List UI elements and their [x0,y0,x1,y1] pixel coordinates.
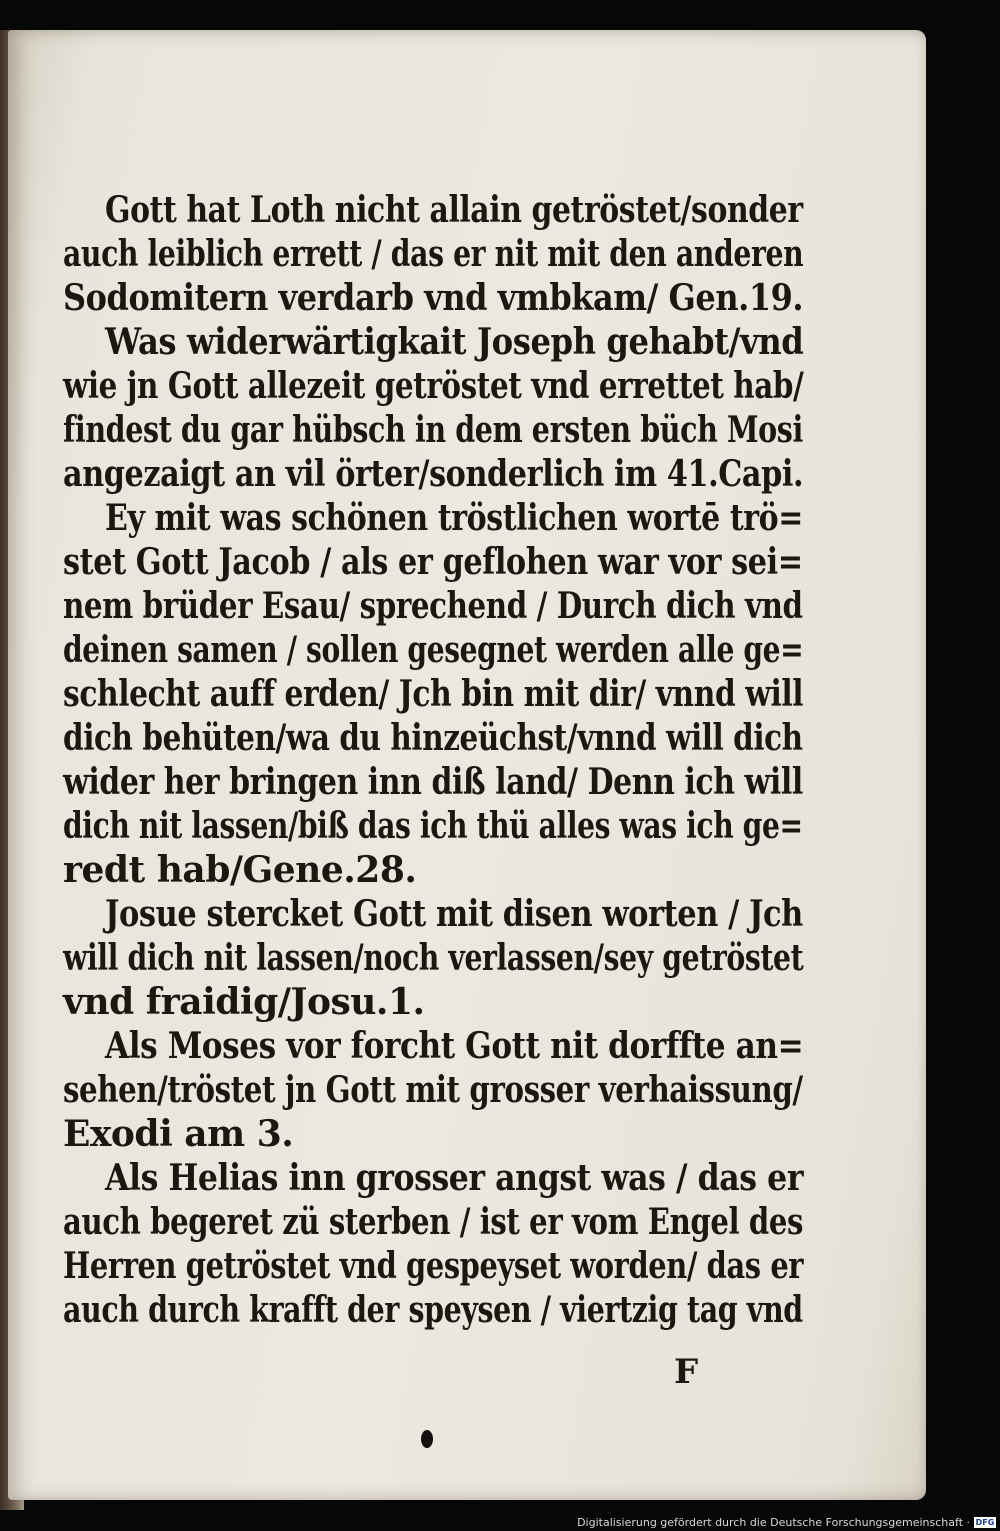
text-line: dich behüten/wa du hinzeüchst/vnnd will dich [63,717,803,759]
text-line: Herren getröstet vnd gespeyset worden/ das er [63,1245,804,1287]
text-line: angezaigt an vil örter/sonderlich im 41.Capi. [63,453,804,495]
ink-dot [421,1430,433,1448]
dfg-logo: DFG [975,1518,995,1527]
text-line: Als Moses vor forcht Gott nit dorffte an= [105,1025,804,1067]
text-line: Als Helias inn grosser angst was / das er [105,1157,804,1199]
signature-mark: F [674,1352,699,1392]
book-page [8,30,926,1500]
text-line: Was widerwärtigkait Joseph gehabt/vnd [105,321,804,363]
text-line: vnd fraidig/Josu.1. [63,981,425,1023]
text-line: Gott hat Loth nicht allain getröstet/sonder [105,189,803,231]
text-line: Ey mit was schönen tröstlichen wortē trö= [105,497,803,539]
text-line: auch durch krafft der speysen / viertzig tag vnd [63,1289,803,1331]
text-line: findest du gar hübsch in dem ersten büch Mosi [63,409,803,451]
text-line: auch leiblich errett / das er nit mit den anderen [63,233,804,275]
text-line: redt hab/Gene.28. [63,849,417,891]
text-line: wie jn Gott allezeit getröstet vnd errettet hab/ [63,365,804,407]
text-line: Sodomitern verdarb vnd vmbkam/ Gen.19. [63,277,804,319]
text-line: stet Gott Jacob / als er geflohen war vor sei= [63,541,803,583]
text-line: Josue stercket Gott mit disen worten / Jch [105,893,803,935]
text-line: sehen/tröstet jn Gott mit grosser verhaissung/ [63,1069,803,1111]
text-line: Exodi am 3. [63,1113,294,1155]
footer-credit: Digitalisierung gefördert durch die Deutsche Forschungsgemeinschaft · [577,1516,970,1529]
text-line: dich nit lassen/biß das ich thü alles was ich ge= [63,805,803,847]
text-line: nem brüder Esau/ sprechend / Durch dich vnd [63,585,803,627]
text-line: deinen samen / sollen gesegnet werden alle ge= [63,629,804,671]
text-line: schlecht auff erden/ Jch bin mit dir/ vnnd will [63,673,804,715]
text-line: auch begeret zü sterben / ist er vom Engel des [63,1201,804,1243]
text-line: will dich nit lassen/noch verlassen/sey getröstet [63,937,804,979]
text-line: wider her bringen inn diß land/ Denn ich will [63,761,803,803]
